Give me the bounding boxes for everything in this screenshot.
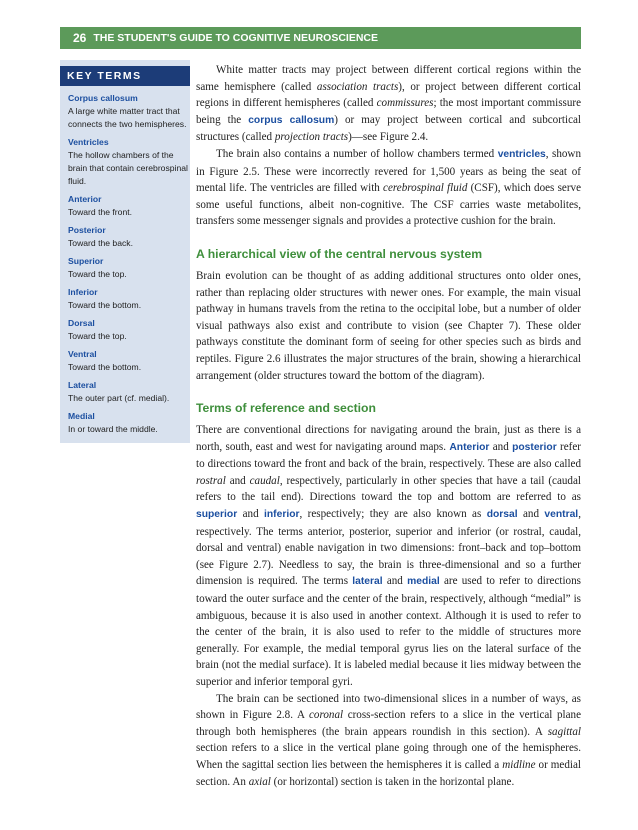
text-run: The brain can be sectioned into two-dimensional slices in a number of ways, as shown in Figure 2.8. A — [196, 692, 581, 722]
key-term-highlight: lateral — [352, 576, 383, 588]
key-term-definition: The outer part (cf. medial). — [68, 393, 170, 403]
text-run: refer to directions toward the front and back of the brain, respectively. These are also called — [196, 440, 581, 471]
key-term — [68, 193, 190, 219]
key-term-name: Corpus callosum — [68, 93, 138, 103]
key-term-definition: Toward the bottom. — [68, 362, 142, 372]
text-run: and — [517, 508, 545, 521]
text-run: and — [382, 575, 408, 588]
italic-term: association tracts — [316, 80, 399, 93]
text-run: and — [489, 440, 513, 453]
text-run: ; the most important commissure being the — [196, 97, 581, 126]
text-run: cross-section refers to a slice in the vertical plane through both hemispheres (the brain appears roundish in this section). A — [196, 709, 581, 738]
paragraph — [196, 422, 581, 691]
italic-term: projection tracts — [274, 131, 349, 144]
key-term-name: Anterior — [68, 194, 102, 204]
key-terms-sidebar — [60, 60, 190, 443]
text-run: are used to refer to directions toward the outer surface and the center of the brain, respectively, although “medial” is ambiguous, because it is also used in another context. Although it is used to refer to the center of the brain, it is also used to refer to the middle of structures more generally. For example, the medial temporal gyrus lies on the lateral surface of the brain (not the medial surface). It is labeled medial because it lies midway between the superior and inferior temporal gyri. — [196, 575, 581, 688]
key-term-highlight: posterior — [512, 441, 557, 453]
key-term-definition: Toward the top. — [68, 331, 127, 341]
italic-term: cerebrospinal fluid — [383, 182, 468, 195]
key-term-name: Superior — [68, 256, 104, 266]
key-term — [68, 224, 190, 250]
key-term-definition: Toward the back. — [68, 238, 133, 248]
italic-term: midline — [502, 758, 536, 771]
key-term-definition: Toward the bottom. — [68, 300, 142, 310]
italic-term: rostral — [196, 474, 226, 487]
text-run: ) or may project between cortical and subcortical structures (called — [196, 113, 581, 144]
main-text — [196, 62, 581, 790]
text-run: There are conventional directions for navigating around the brain, just as there is a north, south, east and west for navigating around maps. — [196, 424, 581, 453]
text-run: , respectively, particularly in other species that have a tail (caudal refers to the tail end). Directions toward the top and bottom are referred to as — [196, 474, 581, 504]
key-term-name: Dorsal — [68, 318, 95, 328]
text-run: , shown in Figure 2.5. These were incorrectly revered for 1,500 years as being the seat of mental life. The ventricles are filled with — [196, 147, 581, 195]
key-term — [68, 255, 190, 281]
text-run: White matter tracts may project between different cortical regions within the same hemisphere (called — [196, 64, 581, 93]
text-run: (CSF), which does serve some useful functions, albeit non-cognitive. The CSF carries waste metabolites, transfers some messenger signals and provides a protective cushion for the brain. — [196, 182, 581, 228]
key-term — [68, 286, 190, 312]
section-heading: Terms of reference and section — [196, 401, 376, 416]
text-run: , respectively. The terms anterior, posterior, superior and inferior (or rostral, caudal, dorsal and ventral) enable navigation in two dimensions: front–back and top–bottom (see Figure 2.7). Needless to say, the brain is three-dimensional and so a further dimension is required. The terms — [196, 508, 581, 588]
text-run: and — [225, 474, 250, 487]
italic-term: axial — [248, 775, 271, 788]
key-term-highlight: ventricles — [497, 148, 546, 160]
key-term-highlight: superior — [196, 509, 238, 521]
key-term-definition: Toward the top. — [68, 269, 127, 279]
key-term-name: Lateral — [68, 380, 97, 390]
key-term-highlight: inferior — [264, 509, 300, 521]
key-term — [68, 410, 190, 436]
key-term-name: Medial — [68, 411, 95, 421]
key-term-highlight: Anterior — [449, 441, 490, 453]
text-run: Brain evolution can be thought of as adding additional structures onto older ones, rather than replacing older structures with newer ones. For example, the main visual pathway in humans travels from the retina to the occipital lobe, but a number of older visual pathways also exist and contribute to vision (see Chapter 7). These older pathways constitute the dominant form of seeing for other species such as birds and reptiles. Figure 2.6 illustrates the major structures of the brain, showing a hierarchical arrangement (older structures toward the bottom of the diagram). — [196, 269, 581, 382]
text-run: or medial section. An — [196, 758, 581, 788]
key-term-definition: In or toward the middle. — [68, 424, 158, 434]
text-run: (or horizontal) section is taken in the horizontal plane. — [270, 775, 515, 788]
text-run: , respectively; they are also known as — [299, 508, 487, 521]
key-term-highlight: medial — [407, 576, 440, 588]
key-term-name: Ventricles — [68, 137, 109, 147]
italic-term: commissures — [376, 97, 434, 110]
key-term-highlight: ventral — [544, 509, 579, 521]
key-terms-title: KEY TERMS — [60, 66, 190, 86]
paragraph — [196, 268, 581, 384]
key-term-highlight: dorsal — [486, 509, 518, 521]
text-run: ), or project between different cortical regions in different hemispheres (called — [196, 80, 581, 110]
paragraph — [196, 691, 581, 791]
key-term-name: Posterior — [68, 225, 106, 235]
text-run: section refers to a slice in the vertical plane going through one of the hemispheres. When the sagittal section lies between the hemispheres it is called a — [196, 742, 581, 771]
running-header — [60, 27, 581, 49]
paragraph — [196, 62, 581, 146]
key-term-definition: Toward the front. — [68, 207, 133, 217]
italic-term: sagittal — [547, 725, 581, 738]
section-heading: A hierarchical view of the central nervous system — [196, 246, 483, 261]
key-term-name: Ventral — [68, 349, 97, 359]
key-terms-list — [60, 86, 190, 436]
italic-term: coronal — [308, 709, 344, 722]
key-term — [68, 317, 190, 343]
running-title: THE STUDENT'S GUIDE TO COGNITIVE NEUROSCIENCE — [93, 32, 379, 44]
key-term — [68, 136, 190, 188]
page-number: 26 — [73, 31, 87, 45]
key-term — [68, 92, 190, 131]
key-term-definition: A large white matter tract that connects the two hemispheres. — [68, 106, 187, 129]
paragraph — [196, 146, 581, 230]
key-term — [68, 379, 190, 405]
text-run: and — [237, 508, 265, 521]
key-term-highlight: corpus callosum — [248, 114, 335, 126]
text-run: The brain also contains a number of hollow chambers termed — [216, 147, 498, 160]
key-term-name: Inferior — [68, 287, 98, 297]
italic-term: caudal — [249, 474, 280, 487]
key-term — [68, 348, 190, 374]
key-term-definition: The hollow chambers of the brain that contain cerebrospinal fluid. — [68, 150, 188, 186]
text-run: )—see Figure 2.4. — [348, 131, 429, 144]
